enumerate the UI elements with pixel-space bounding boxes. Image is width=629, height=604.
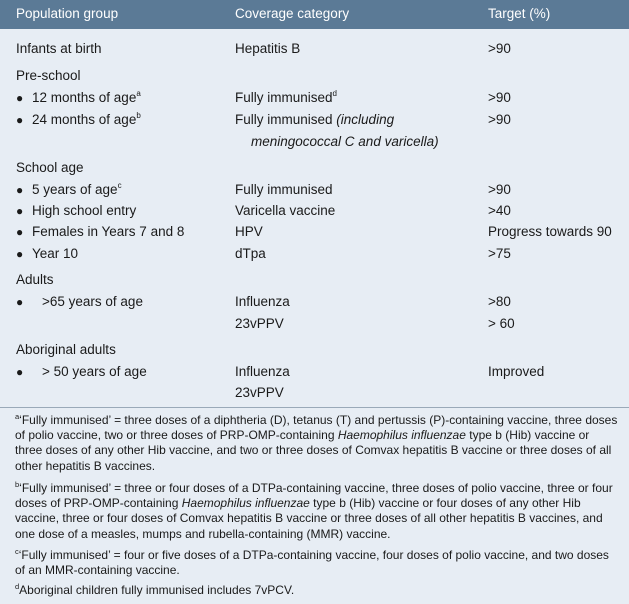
target-cell: >90 <box>488 182 511 197</box>
target-cell: >90 <box>488 112 511 127</box>
group-cell: 5 years of age$^c$ <box>32 181 122 197</box>
bullet-icon: ● <box>16 204 24 218</box>
group-cell: 12 months of age$^a$ <box>32 89 141 105</box>
footnote-a: $^a$‘Fully immunised’ = three doses of a diphtheria (D), tetanus (T) and pertussis (P)-containing vaccine, three doses of polio vaccine, two or three doses of PRP-OMP-containing Haemophilus influenzae type b (Hib) vaccine or three doses of any other Hib vaccine, and two or three doses of Comvax hepatitis B vaccine or three doses of all other hepatitis B vaccines. <box>15 412 618 473</box>
category-cell: Influenza <box>235 364 290 379</box>
category-cell: 23vPPV <box>235 385 284 400</box>
bullet-icon: ● <box>16 91 24 105</box>
footnote-b: $^b$‘Fully immunised’ = three or four doses of a DTPa-containing vaccine, three doses of polio vaccine, three or four doses of PRP-OMP-containing Haemophilus influenzae type b (Hib) vaccine or four doses of any other Hib vaccine, three or four doses of Comvax hepatitis B vaccine or three doses of all other hepatitis B vaccines, and one dose of a measles, mumps and rubella-containing (MMR) vaccine. <box>15 480 613 541</box>
header-population-group: Population group <box>16 6 119 21</box>
header-coverage-category: Coverage category <box>235 6 350 21</box>
category-cell: 23vPPV <box>235 316 284 331</box>
section-heading: School age <box>16 160 84 175</box>
bullet-icon: ● <box>16 365 24 379</box>
bullet-icon: ● <box>16 225 24 239</box>
table-header <box>0 0 629 29</box>
category-cell: dTpa <box>235 246 266 261</box>
footnote-d: $^d$Aboriginal children fully immunised includes 7vPCV. <box>15 582 295 597</box>
section-heading: Adults <box>16 272 54 287</box>
target-cell: >75 <box>488 246 511 261</box>
target-cell: >40 <box>488 203 511 218</box>
category-cell: Fully immunised (including <box>235 112 395 127</box>
group-cell: > 50 years of age <box>42 364 147 379</box>
category-cell: Hepatitis B <box>235 41 301 56</box>
group-cell: Year 10 <box>32 246 79 261</box>
group-cell: Females in Years 7 and 8 <box>32 224 185 239</box>
bullet-icon: ● <box>16 247 24 261</box>
category-cell: Influenza <box>235 294 290 309</box>
bullet-icon: ● <box>16 295 24 309</box>
section-heading: Aboriginal adults <box>16 342 116 357</box>
group-cell: 24 months of age$^b$ <box>32 111 141 127</box>
header-target: Target (%) <box>488 6 551 21</box>
bullet-icon: ● <box>16 113 24 127</box>
target-cell: >90 <box>488 90 511 105</box>
table-body <box>0 29 629 407</box>
group-cell: >65 years of age <box>42 294 143 309</box>
category-cell: Fully immunised <box>235 182 333 197</box>
group-cell: Infants at birth <box>16 41 102 56</box>
section-heading: Pre-school <box>16 68 81 83</box>
footnote-c: $^c$‘Fully immunised’ = four or five doses of a DTPa-containing vaccine, four doses of polio vaccine, and two doses of an MMR-containing vaccine. <box>15 547 609 578</box>
category-cell-continued: meningococcal C and varicella) <box>251 134 439 149</box>
table-footnotes <box>0 407 629 604</box>
category-cell: HPV <box>235 224 263 239</box>
target-cell: Improved <box>488 364 545 379</box>
category-cell: Fully immunised$^d$ <box>235 89 337 105</box>
target-cell: >80 <box>488 294 511 309</box>
target-cell: Progress towards 90 <box>488 224 612 239</box>
category-cell: Varicella vaccine <box>235 203 336 218</box>
target-cell: >90 <box>488 41 511 56</box>
target-cell: > 60 <box>488 316 515 331</box>
group-cell: High school entry <box>32 203 137 218</box>
bullet-icon: ● <box>16 183 24 197</box>
